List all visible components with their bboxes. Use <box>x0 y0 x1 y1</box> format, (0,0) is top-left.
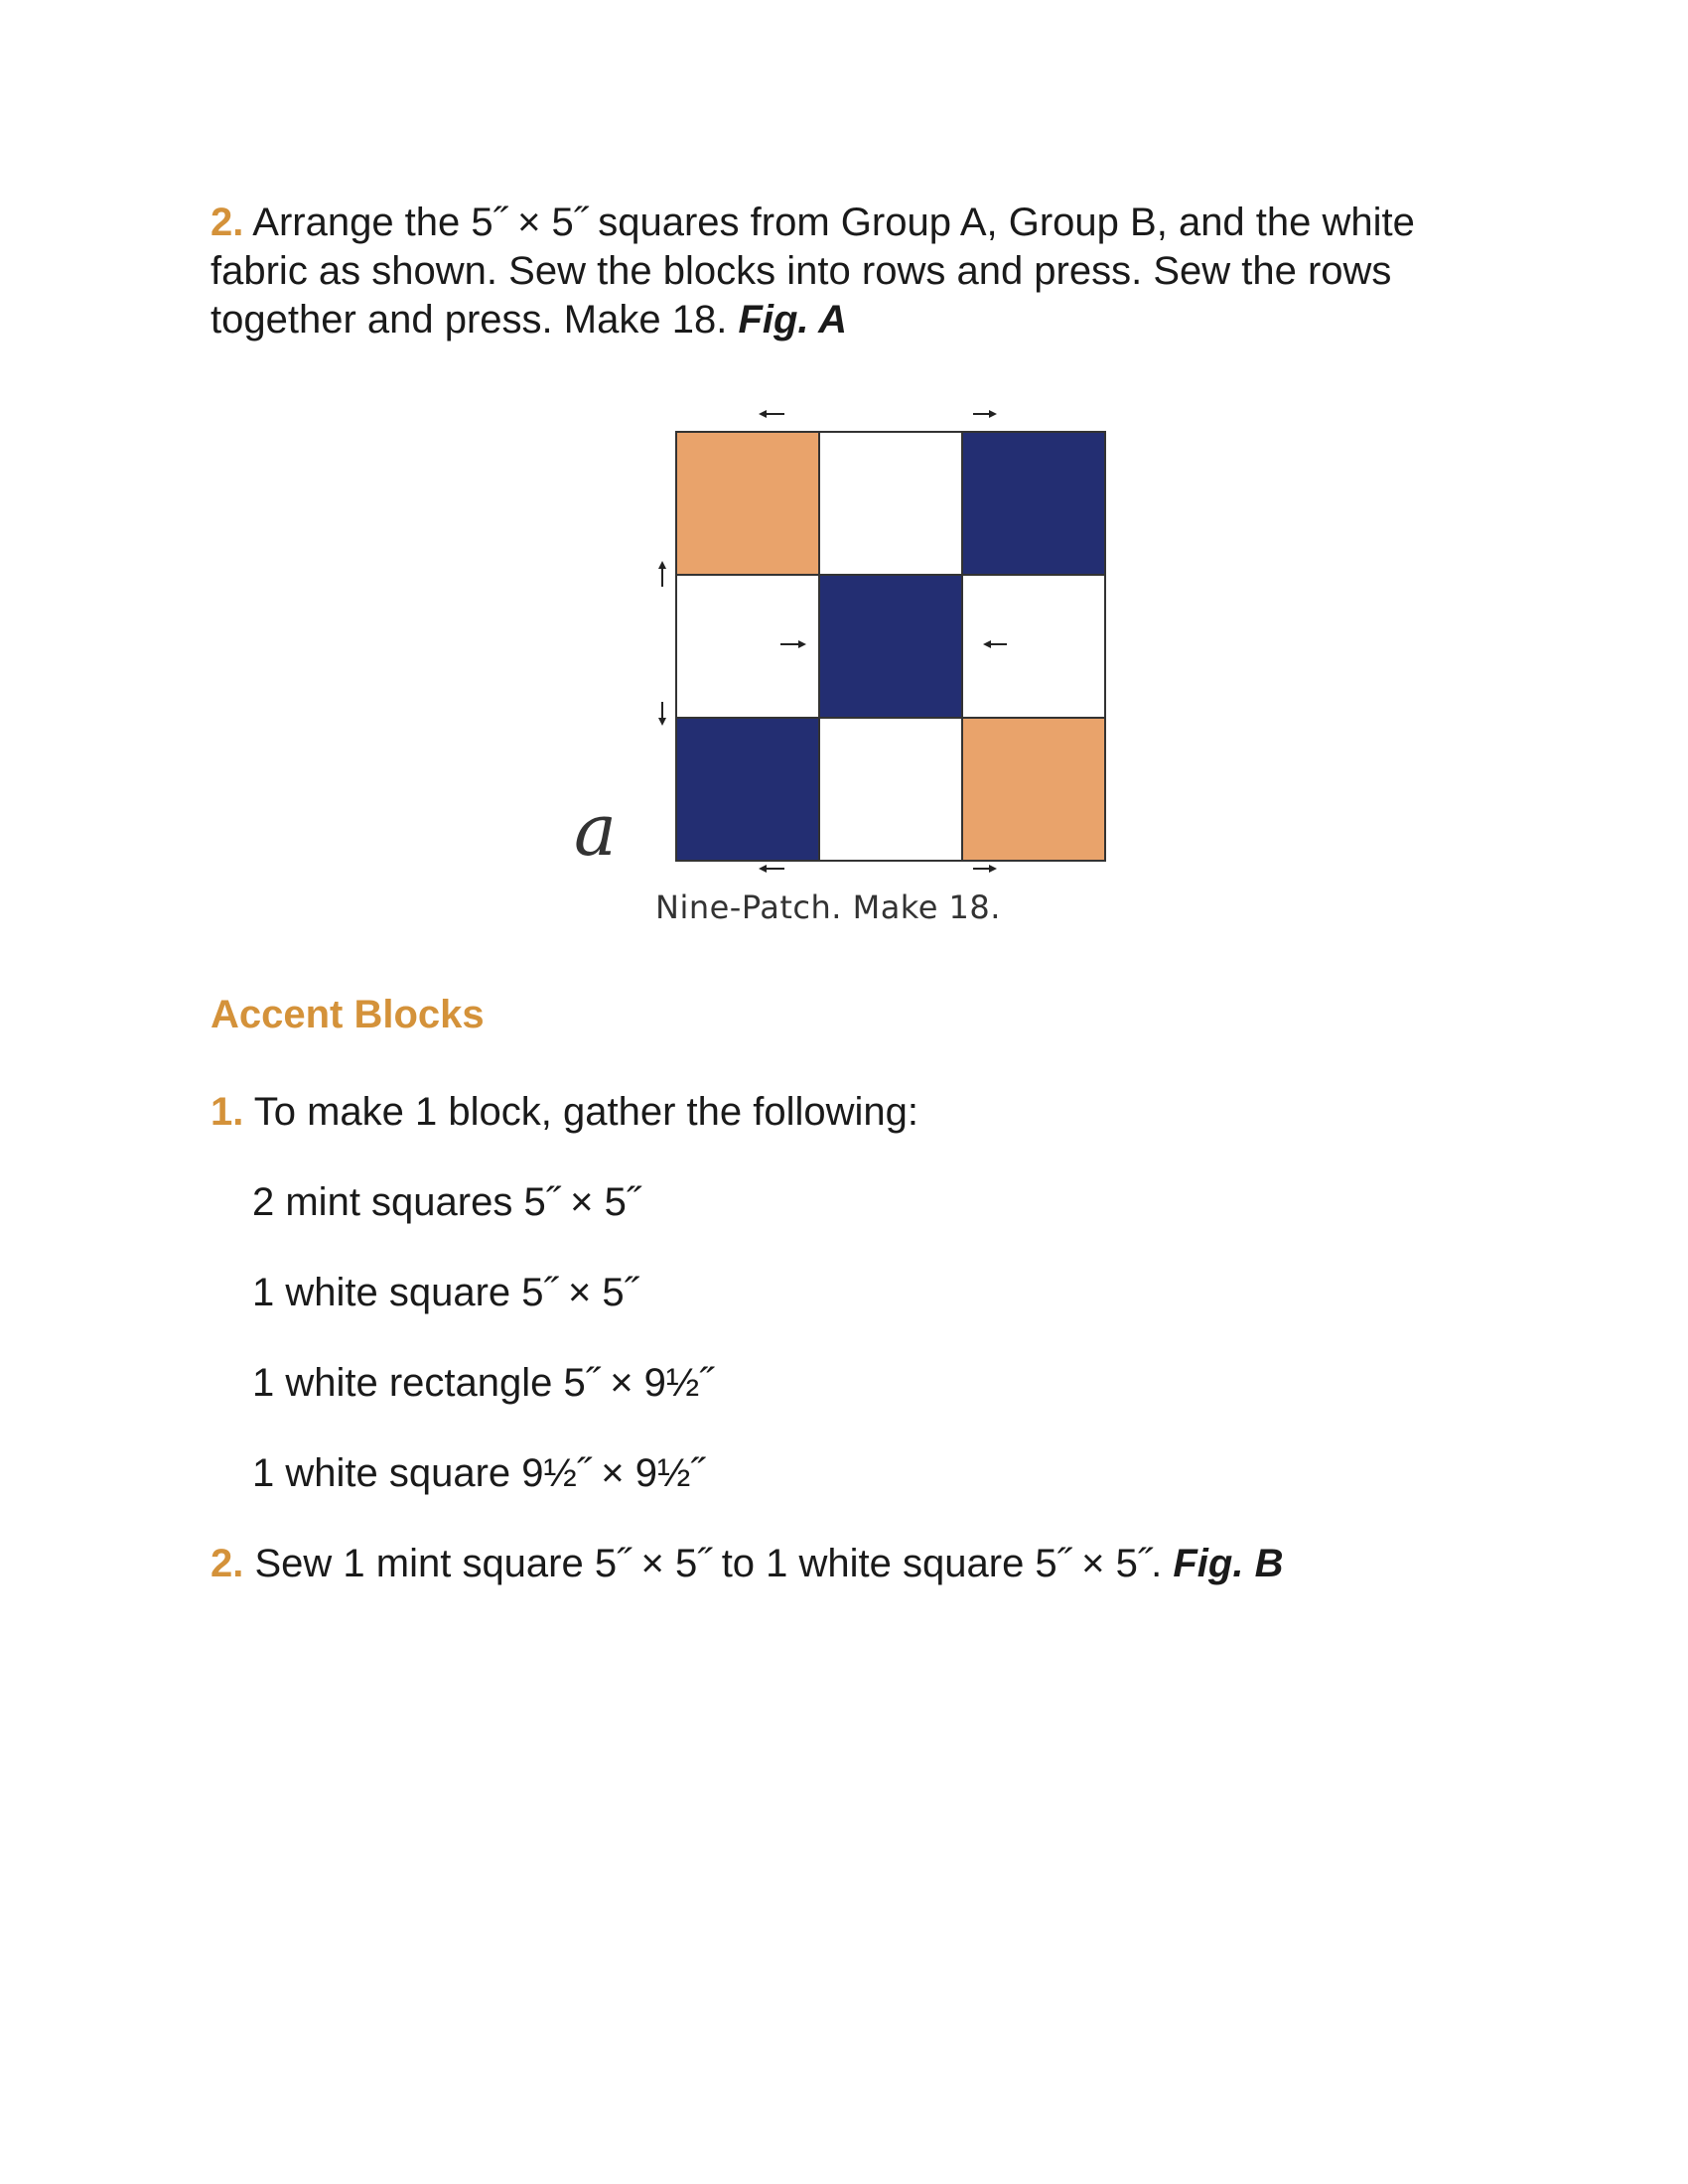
step-text: To make 1 block, gather the following: <box>243 1090 919 1134</box>
accent-step-1 <box>211 1088 1501 1137</box>
patch-navy <box>819 575 962 718</box>
patch-orange <box>676 432 819 575</box>
list-item: 1 white square 9½˝ × 9½˝ <box>252 1451 704 1495</box>
patch-white <box>819 718 962 861</box>
patch-navy <box>676 718 819 861</box>
patch-white <box>819 432 962 575</box>
accent-step-2 <box>211 1540 1501 1588</box>
figure-letter: a <box>574 788 617 872</box>
section-heading: Accent Blocks <box>211 993 485 1036</box>
step-number: 2. <box>211 201 244 244</box>
patch-orange <box>962 718 1105 861</box>
step-text: Arrange the 5˝ × 5˝ squares from Group A, Group B, and the white fabric as shown. Sew the blocks into rows and press. Sew the rows together and press. Make 18. <box>211 201 1415 341</box>
step-2-paragraph <box>211 199 1501 344</box>
patch-navy <box>962 432 1105 575</box>
step-text: Sew 1 mint square 5˝ × 5˝ to 1 white square 5˝ × 5˝. <box>243 1542 1174 1585</box>
figure-a-nine-patch <box>556 392 1132 948</box>
list-item: 2 mint squares 5˝ × 5˝ <box>252 1180 640 1224</box>
block-grid <box>676 432 1105 861</box>
figure-reference: Fig. A <box>738 298 848 341</box>
list-item: 1 white rectangle 5˝ × 9½˝ <box>252 1361 713 1405</box>
list-item: 1 white square 5˝ × 5˝ <box>252 1271 637 1314</box>
figure-caption: Nine-Patch. Make 18. <box>655 888 1001 926</box>
step-number: 1. <box>211 1090 244 1134</box>
step-number: 2. <box>211 1542 244 1585</box>
patch-white <box>676 575 819 718</box>
nine-patch-diagram <box>556 392 1132 888</box>
patch-white <box>962 575 1105 718</box>
figure-reference: Fig. B <box>1173 1542 1284 1585</box>
